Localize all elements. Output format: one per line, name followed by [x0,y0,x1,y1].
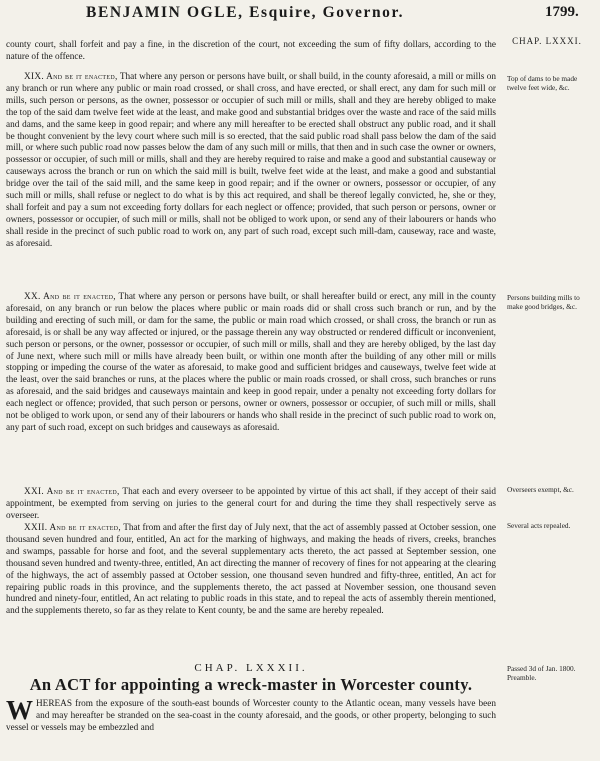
margin-note-dams: Top of dams to be made twelve feet wide, &c. [507,74,578,93]
section-xxii-label: XXII. And be it enacted, [24,523,121,533]
running-title: BENJAMIN OGLE, Esquire, Governor. [86,4,405,21]
page-header [0,2,600,24]
preamble-text: HEREAS from the exposure of the south-east bounds of Worcester county to the Atlantic ocean, many vessels have been and may hereafter be stranded on the sea-coast in the county aforesaid, and the goods, or other property, belonging to such vessel or vessels may be embezzled and [6,699,496,733]
section-xix-label: XIX. And be it enacted, [24,72,118,82]
section-xxii [6,523,496,618]
act-title: An ACT for appointing a wreck-master in Worcester county. [29,675,473,694]
page-year: 1799. [545,4,579,20]
section-xx-text: That where any person or persons have built, or shall hereafter build or erect, any mill in the county aforesaid, on any branch or run below the places where public or main roads did or shall cross such branch or run, and by the building and erecting of such mill, or dam for the same, the public or main road which crossed, or shall cross, the branch or run as aforesaid, is or shall be any way affected or injured, or the passage therein any way obstructed or rendered difficult or inconvenient, such person or persons, or the owner, possessor or occupier, of such mill or mills, shall and they are hereby obliged, by the last day of June next, where such mill or mills have already been built, or within one month after the building of any other mill or mills stopping or impeding the course of the water as aforesaid, to make good and sufficient bridges and causeways, twelve feet wide at the least, over the said branches or runs, at the places where the public or main roads crossed, or shall cross, such branches or runs as aforesaid, and the said bridges and causeways maintain and keep in good repair, under a penalty not exceeding forty dollars for each neglect or offence; provided, that such person or persons, owner or owners, possessor or occupier, of such mill or mills, shall not be obliged to work upon, or send any of their labourers or hands who shall reside in the precinct of such public road to work on, any part of such road, except on such bridges and causeways as aforesaid. [6,292,496,433]
margin-note-overseers: Overseers exempt, &c. [507,485,574,494]
preamble-paragraph [6,695,496,734]
margin-chapter-ref: CHAP. LXXXI. [512,36,582,46]
section-xx [6,292,496,435]
margin-note-repealed: Several acts repealed. [507,521,571,530]
section-xix [6,72,496,251]
section-xxi-label: XXI. And be it enacted, [24,487,120,497]
section-xxii-text: That from and after the first day of July next, that the act of assembly passed at October session, one thousand seven hundred and four, entitled, An act for the marking of highways, and making the heads of rivers, creeks, branches and swamps, passable for horse and foot, and the several supplementary acts thereto, the act passed at September session, one thousand seven hundred and twenty-three, entitled, An act directing the manner of recovery of fines for not appearing at the clearing of the highways, the act of assembly passed at October session, one thousand seven hundred and fifty-three, entitled, An act for repairing public roads in this province, and the supplements thereto, the act passed at November session, one thousand seven hundred and ninety-four, entitled, An act relating to public roads in this state, and to repeal the acts of assembly therein mentioned, and the supplements thereto, so far as they relate to Kent county, be and the same are hereby repealed. [6,523,496,617]
section-xxi [6,487,496,523]
section-xix-text: That where any person or persons have built, or shall build, in the county aforesaid, a mill or mills on any branch or run where any public or main road crossed, or shall cross, and have erected, or shall erect, any dam for such mill or mills, such person or persons, as the owner, possessor or occupier of such mill or mills, shall and they are hereby obliged to make the top of the said dam twelve feet wide at the least, and make good and substantial bridges over the waste and race of the said mills and dams, and the same keep in good repair; and where any mill hereafter to be erected shall obstruct any public road, and it shall be thought convenient by the levy court where such mill is so erected, that the said public road shall pass below the dam of the said mill, or where such public road now passes below the dam of any such mill or mills, that then and in such case the owner or owners, possessor or occupier, of such mill or mills, shall and they are hereby required to raise and make a good and substantial causeway or causeways across the branch or run on which the said mill is built, twelve feet wide at the least, and make a good and substantial bridge over the tail of the said mill, and the same keep in good repair; and if the owner or owners, possessor or occupier, of any such mill or mills, shall refuse or neglect to do what is by this act required, and shall be thereof legally convicted, he, she or they, shall forfeit and pay a sum not exceeding forty dollars for each neglect or offence; provided, that such person or persons, owner or owners, possessor or occupier, of such mill or mills, shall not be obliged to work upon, or send any of their labourers or hands who shall reside in the precinct of such public road to work on, any part of such road, except such mill-dam, causeway, race and waste, as aforesaid. [6,72,496,249]
section-xxi-text: That each and every overseer to be appointed by virtue of this act shall, if they accept of their said appointment, be exempted from serving on juries to the general court for and during the time they shall respectively serve as overseer. [6,487,496,521]
margin-note-persons: Persons building mills to make good bridges, &c. [507,293,580,312]
intro-text: county court, shall forfeit and pay a fine, in the discretion of the court, not exceeding the sum of fifty dollars, according to the nature of the offence. [6,40,496,62]
intro-paragraph [6,40,496,64]
chapter-heading: CHAP. LXXXII. [194,662,308,674]
drop-cap: W [6,695,33,725]
margin-note-passed: Passed 3d of Jan. 1800. Preamble. [507,664,576,683]
section-xx-label: XX. And be it enacted, [24,292,116,302]
